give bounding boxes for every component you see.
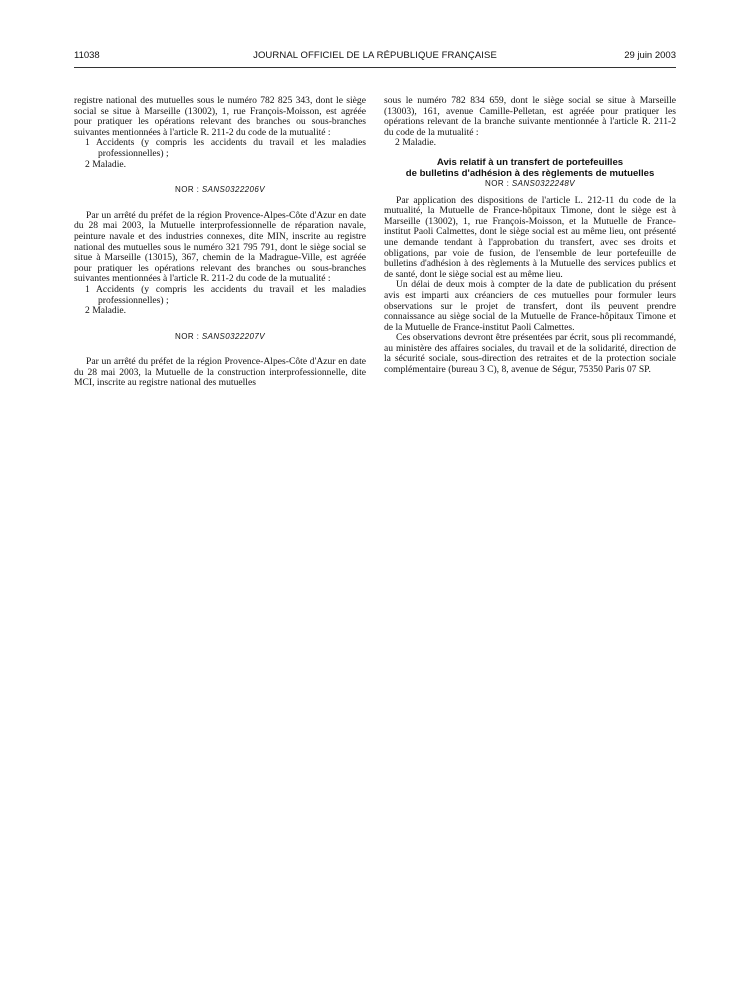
nor-reference <box>74 185 366 196</box>
nor-label: NOR : <box>175 185 200 195</box>
journal-title: JOURNAL OFFICIEL DE LA RÉPUBLIQUE FRANÇAISE <box>253 50 497 61</box>
nor-code: SANS0322248V <box>511 178 575 188</box>
paragraph: Par application des dispositions de l'article L. 212-11 du code de la mutualité, la Mutuelle de France-hôpitaux Timone, dont le siège est à Marseille (13002), 1, rue François-Moisson, et la Mutuelle de France-institut Paoli Calmettes, dont le siège social est au même lieu, ont présenté une demande tendant à l'approbation du transfert, avec ses droits et obligations, par voie de fusion, de l'ensemble de leur portefeuille de bulletins d'adhésion à des règlements à la Mutuelle des services publics et de santé, dont le siège social est au même lieu. <box>384 194 676 280</box>
nor-label: NOR : <box>175 331 200 341</box>
nor-code: SANS0322207V <box>201 331 265 341</box>
paragraph: Ces observations devront être présentées par écrit, sous pli recommandé, au ministère des affaires sociales, du travail et de la solidarité, direction de la sécurité sociale, sous-direction des retraites et de la protection sociale complémentaire (bureau 3 C), 8, avenue de Ségur, 75350 Paris 07 SP. <box>384 332 676 376</box>
paragraph: registre national des mutuelles sous le numéro 782 825 343, dont le siège social se situe à Marseille (13002), 1, rue François-Moisson, est agréée pour pratiquer les opérations relevant des branches ou sous-branches suivantes mentionnées à l'article R. 211-2 du code de la mutualité : <box>74 95 366 138</box>
nor-code: SANS0322206V <box>201 185 265 195</box>
paragraph: Par un arrêté du préfet de la région Provence-Alpes-Côte d'Azur en date du 28 mai 2003, la Mutuelle de la construction interprofessionnelle, dite MCI, inscrite au registre national des mutuelles <box>74 356 366 389</box>
list-item: 1 Accidents (y compris les accidents du travail et les maladies professionnelles) ; <box>85 283 366 306</box>
heading-line: Avis relatif à un transfert de portefeuilles <box>436 156 624 168</box>
nor-reference <box>384 179 676 190</box>
list-item: 2 Maladie. <box>85 158 127 170</box>
page-header <box>74 50 676 64</box>
list-item: 2 Maladie. <box>85 305 127 317</box>
paragraph: sous le numéro 782 834 659, dont le siège social se situe à Marseille (13003), 161, avenue Camille-Pelletan, est agréée pour pratiquer les opérations relevant de la branche suivante mentionnée à l'article R. 211-2 du code de la mutualité : <box>384 95 676 138</box>
publication-date: 29 juin 2003 <box>624 50 676 61</box>
page-number: 11038 <box>74 50 100 61</box>
nor-label: NOR : <box>485 178 510 188</box>
heading-line: de bulletins d'adhésion à des règlements de mutuelles <box>405 167 655 179</box>
list-item: 1 Accidents (y compris les accidents du travail et les maladies professionnelles) ; <box>85 137 366 159</box>
paragraph: Par un arrêté du préfet de la région Provence-Alpes-Côte d'Azur en date du 28 mai 2003, la Mutuelle interprofessionnelle de réparation navale, peinture navale et des industries connexes, dite MIN, inscrite au registre national des mutuelles sous le numéro 321 795 791, dont le siège social se situe à Marseille (13015), 367, chemin de la Madrague-Ville, est agréée pour pratiquer les opérations relevant des branches ou sous-branches suivantes mentionnées à l'article R. 211-2 du code de la mutualité : <box>74 209 366 285</box>
left-column <box>74 96 366 389</box>
nor-reference <box>74 332 366 343</box>
right-column <box>384 96 676 376</box>
paragraph: Un délai de deux mois à compter de la date de publication du présent avis est imparti aux créanciers de ces mutuelles pour formuler leurs observations sur le projet de transfert, dont ils peuvent prendre connaissance au siège social de la Mutuelle de France-hôpitaux Timone et de la Mutuelle de France-institut Paoli Calmettes. <box>384 279 676 333</box>
section-heading <box>384 157 676 179</box>
list-item: 2 Maladie. <box>395 137 437 149</box>
header-rule <box>74 67 676 68</box>
